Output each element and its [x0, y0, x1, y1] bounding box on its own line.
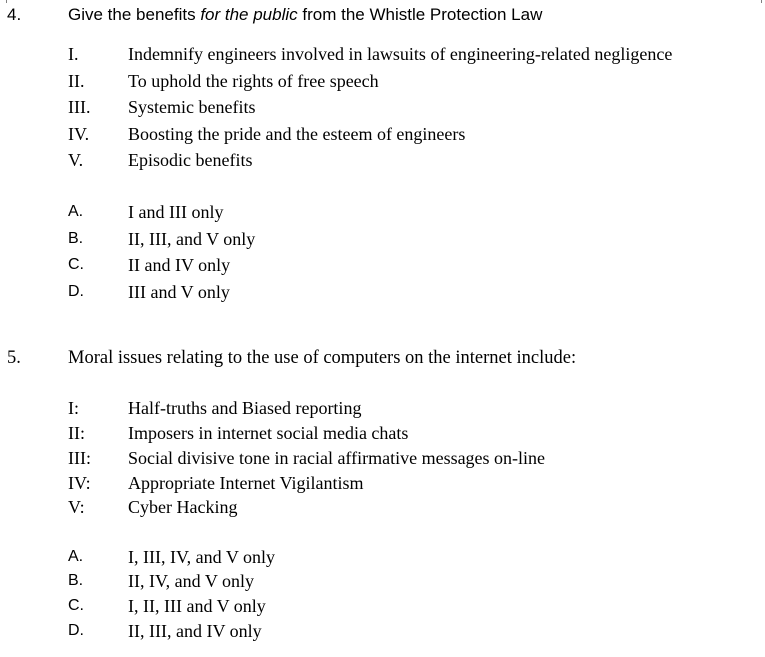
option-letter: D.	[68, 283, 84, 300]
option-letter: C.	[68, 256, 84, 273]
statement-numeral: II:	[68, 423, 85, 443]
stem-italic-text: for the public	[200, 5, 298, 24]
statement-numeral: III:	[68, 448, 91, 468]
option-letter: A.	[68, 203, 84, 220]
statement-text: Episodic benefits	[128, 150, 253, 170]
statement-text: Indemnify engineers involved in lawsuits of engineering-related negligence	[128, 44, 673, 64]
question-stem: Moral issues relating to the use of computers on the internet include:	[68, 348, 577, 368]
statement-text: To uphold the rights of free speech	[128, 71, 379, 91]
statement-numeral: III.	[68, 97, 91, 117]
statement-text: Boosting the pride and the esteem of engineers	[128, 124, 466, 144]
stem-text: from the Whistle Protection Law	[297, 5, 543, 24]
statement-text: Social divisive tone in racial affirmative messages on-line	[128, 448, 546, 468]
option-text: I, II, III and V only	[128, 596, 266, 616]
statement-text: Systemic benefits	[128, 97, 256, 117]
crop-mark-left	[6, 0, 7, 3]
statement-text: Imposers in internet social media chats	[128, 423, 409, 443]
statement-text: Half-truths and Biased reporting	[128, 398, 362, 418]
option-text: II, III, and IV only	[128, 621, 262, 641]
statement-text: Cyber Hacking	[128, 497, 238, 517]
option-text: I, III, IV, and V only	[128, 547, 275, 567]
question-stem	[68, 6, 542, 23]
stem-text: Give the benefits	[68, 5, 201, 24]
statement-numeral: I.	[68, 44, 79, 64]
page-top-edge	[0, 0, 765, 1]
question-number: 4.	[7, 5, 22, 24]
statement-numeral: II.	[68, 71, 85, 91]
option-text: II, III, and V only	[128, 229, 256, 249]
statement-numeral: V:	[68, 497, 85, 517]
option-letter: D.	[68, 622, 84, 639]
statement-numeral: V.	[68, 150, 84, 170]
option-text: II and IV only	[128, 255, 231, 275]
question-number: 5.	[7, 348, 21, 368]
statement-numeral: I:	[68, 398, 79, 418]
option-letter: B.	[68, 572, 84, 589]
statement-numeral: IV:	[68, 473, 91, 493]
crop-mark-right	[761, 0, 762, 3]
statement-numeral: IV.	[68, 124, 90, 144]
option-letter: C.	[68, 597, 84, 614]
option-text: II, IV, and V only	[128, 571, 254, 591]
option-text: III and V only	[128, 282, 230, 302]
statement-text: Appropriate Internet Vigilantism	[128, 473, 364, 493]
option-letter: B.	[68, 230, 84, 247]
option-text: I and III only	[128, 202, 224, 222]
option-letter: A.	[68, 548, 84, 565]
